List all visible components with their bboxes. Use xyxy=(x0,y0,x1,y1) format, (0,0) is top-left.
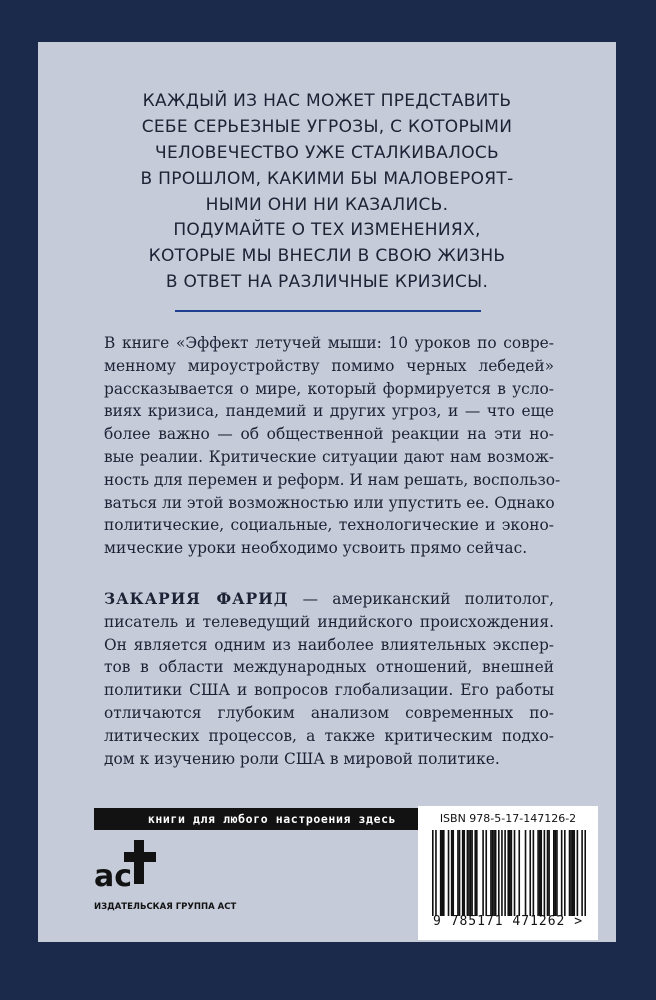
intro-line: КОТОРЫЕ МЫ ВНЕСЛИ В СВОЮ ЖИЗНЬ xyxy=(148,246,506,266)
divider-rule xyxy=(175,310,481,312)
barcode-box xyxy=(418,806,598,940)
barcode-bar xyxy=(529,830,531,916)
barcode-bar xyxy=(540,830,542,916)
author-bio xyxy=(104,588,554,770)
barcode-bar xyxy=(555,830,557,916)
description-line: ваться ли этой возможностью или упустить ее. Однако xyxy=(104,493,555,512)
barcode-bar xyxy=(572,830,574,916)
barcode-bar xyxy=(573,830,575,916)
publisher-name: ИЗДАТЕЛЬСКАЯ ГРУППА АСТ xyxy=(94,902,237,912)
barcode-bar xyxy=(493,830,495,916)
description-line: менному мироустройству помимо черных лебедей» xyxy=(104,356,554,375)
intro-paragraph-2 xyxy=(38,217,616,295)
barcode-bar xyxy=(457,830,459,916)
barcode-bar xyxy=(476,830,478,916)
barcode-bar xyxy=(504,830,506,916)
barcode-bar xyxy=(498,830,500,916)
description-line: более важно — об общественной реакции на эти но- xyxy=(104,425,554,444)
barcode-bar xyxy=(467,830,469,916)
intro-line: СЕБЕ СЕРЬЕЗНЫЕ УГРОЗЫ, С КОТОРЫМИ xyxy=(141,117,513,137)
author-first-line xyxy=(104,588,554,611)
description-line: ность для перемен и реформ. И нам решать, воспользо- xyxy=(104,470,561,489)
barcode-bar xyxy=(509,830,511,916)
book-description xyxy=(104,332,561,560)
description-line: рассказывается о мире, который формируется в усло- xyxy=(104,379,554,398)
barcode-bar xyxy=(468,830,470,916)
author-line: отличаются глубоким анализом современных по- xyxy=(104,703,554,722)
author-first-line-text: — американский политолог, xyxy=(288,590,554,608)
barcode-bar xyxy=(440,830,442,916)
barcode-bar xyxy=(537,830,539,916)
series-tagline: книги для любого настроения здесь xyxy=(94,808,450,830)
barcode-bar xyxy=(459,830,461,916)
intro-line: ПОДУМАЙТЕ О ТЕХ ИЗМЕНЕНИЯХ, xyxy=(173,220,481,240)
description-line: политические, социальные, технологические и эконо- xyxy=(104,516,554,535)
barcode-bar xyxy=(432,830,434,916)
description-line: вые реалии. Критические ситуации дают нам возмож- xyxy=(104,447,554,466)
intro-line: В ОТВЕТ НА РАЗЛИЧНЫЕ КРИЗИСЫ. xyxy=(165,272,489,292)
barcode-bar xyxy=(547,830,549,916)
barcode-bar xyxy=(451,830,453,916)
barcode-bar xyxy=(569,830,571,916)
intro-line: НЫМИ ОНИ НИ КАЗАЛИСЬ. xyxy=(205,195,449,215)
barcode-bar xyxy=(435,830,437,916)
author-line: Он является одним из наиболее влиятельных экспер- xyxy=(104,635,554,654)
author-line: дом к изучению роли США в мировой политике. xyxy=(104,749,500,768)
barcode-bar xyxy=(482,830,484,916)
logo-letters: ас xyxy=(94,859,133,894)
barcode-bar xyxy=(577,830,579,916)
barcode-bar xyxy=(544,830,546,916)
barcode-bar xyxy=(485,830,487,916)
barcode-bar xyxy=(511,830,513,916)
barcode-bar xyxy=(539,830,541,916)
barcode-bar xyxy=(492,830,494,916)
barcode-bar xyxy=(533,830,535,916)
description-line: мические уроки необходимо усвоить прямо сейчас. xyxy=(104,539,528,558)
barcode-bar xyxy=(441,830,443,916)
barcode-bar xyxy=(471,830,473,916)
barcode-bar xyxy=(443,830,445,916)
barcode-bar xyxy=(570,830,572,916)
intro-line: КАЖДЫЙ ИЗ НАС МОЖЕТ ПРЕДСТАВИТЬ xyxy=(142,91,512,111)
barcode-bar xyxy=(556,830,558,916)
barcode-bar xyxy=(452,830,454,916)
barcode-bar xyxy=(501,830,503,916)
barcode-bar xyxy=(495,830,497,916)
barcode-bar xyxy=(507,830,509,916)
author-line: тов в области международных отношений, внешней xyxy=(104,658,554,677)
description-line: В книге «Эффект летучей мыши: 10 уроков по совре- xyxy=(104,334,554,352)
barcode-bar xyxy=(518,830,520,916)
description-line: виях кризиса, пандемий и других угроз, и — что еще xyxy=(104,402,554,421)
author-name: ЗАКАРИЯ ФАРИД xyxy=(104,590,289,608)
author-line: писатель и телеведущий индийского происхождения. xyxy=(104,612,554,631)
barcode-bar xyxy=(561,830,563,916)
isbn-number: ISBN 978-5-17-147126-2 xyxy=(439,812,577,825)
barcode-bar xyxy=(490,830,492,916)
barcode-bar xyxy=(584,830,586,916)
barcode-bar xyxy=(448,830,450,916)
intro-line: ЧЕЛОВЕЧЕСТВО УЖЕ СТАЛКИВАЛОСЬ xyxy=(154,143,500,163)
barcode-bar xyxy=(564,830,566,916)
intro-paragraph-1 xyxy=(38,88,616,218)
intro-line: В ПРОШЛОМ, КАКИМИ БЫ МАЛОВЕРОЯТ- xyxy=(140,169,514,189)
author-line: политики США и вопросов глобализации. Его работы xyxy=(104,681,554,700)
barcode-bar xyxy=(462,830,464,916)
ean-number: 9 785171 471262 > xyxy=(432,914,584,929)
barcode-icon xyxy=(432,830,586,916)
barcode-bar xyxy=(525,830,527,916)
barcode-bar xyxy=(470,830,472,916)
text-panel xyxy=(38,42,616,942)
barcode-bar xyxy=(463,830,465,916)
barcode-bar xyxy=(553,830,555,916)
barcode-bar xyxy=(474,830,476,916)
barcode-bar xyxy=(548,830,550,916)
barcode-bar xyxy=(514,830,516,916)
author-line: литических процессов, а также критическим подхо- xyxy=(104,726,554,745)
barcode-bar xyxy=(581,830,583,916)
ast-logo-icon xyxy=(94,838,174,894)
